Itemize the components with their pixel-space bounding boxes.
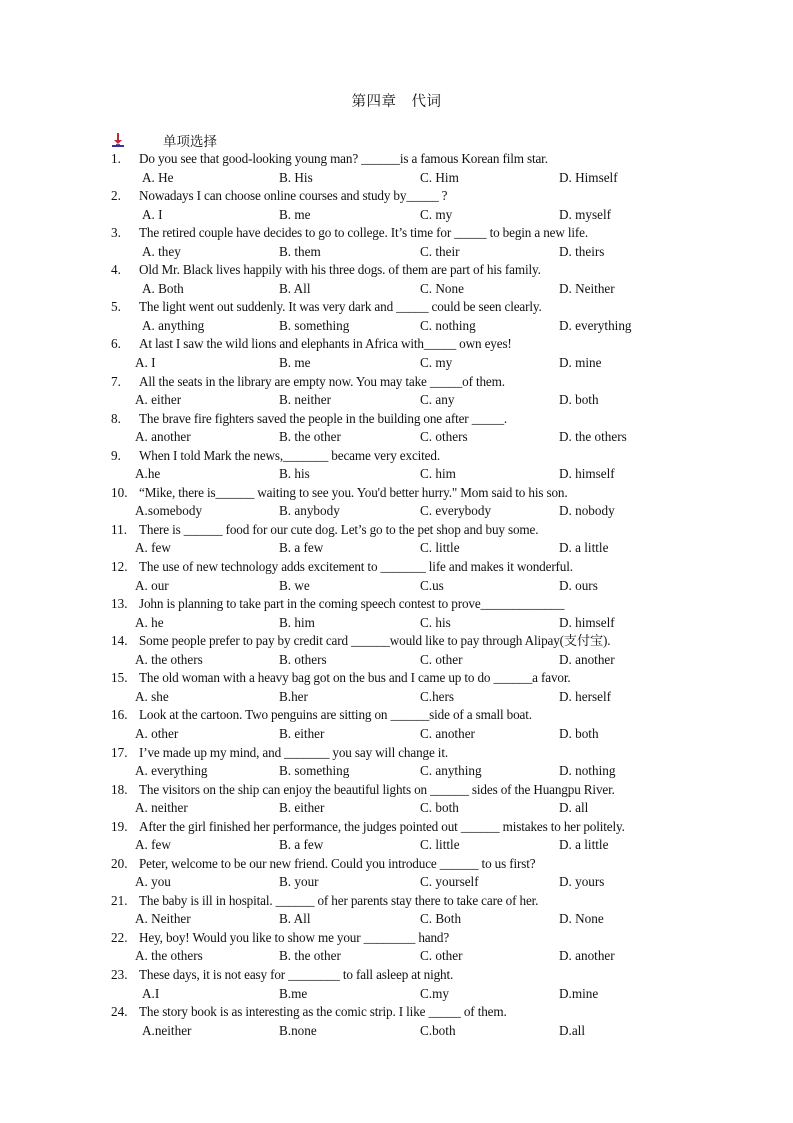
option-b: B. me [279,354,311,370]
option-d: D. yours [559,874,605,890]
option-d: D. a little [559,540,609,556]
red-arrow-bullet-icon [111,133,125,147]
question-number: 24. [111,1004,128,1020]
question-number: 5. [111,299,121,315]
option-b: B. His [279,169,313,185]
option-d: D. all [559,800,589,816]
question-number: 23. [111,967,128,983]
question-number: 22. [111,929,128,945]
answer-options [0,1022,793,1040]
option-b: B. something [279,763,350,778]
question-item [0,595,793,632]
question-text: The use of new technology adds excitement to _______ life and makes it wonderful. [139,559,573,575]
option-d: D. nobody [559,503,615,519]
question-item [0,224,793,261]
option-c: C. None [420,280,464,296]
option-d: D. another [559,651,615,667]
answer-options [0,243,793,261]
option-b: B.me [279,985,308,1001]
answer-options [0,651,793,669]
question-number: 1. [111,151,121,166]
option-a: A.he [135,466,161,482]
question-item [0,966,793,1003]
option-c: C.both [420,1022,456,1038]
question-text: These days, it is not easy for ________ to fall asleep at night. [139,967,454,983]
question-number: 14. [111,633,128,649]
answer-options [0,465,793,483]
option-c: C.us [420,577,444,593]
option-b: B. a few [279,540,324,556]
option-a: A.I [142,985,160,1001]
option-d: D.all [559,1022,586,1038]
question-text: Peter, welcome to be our new friend. Could you introduce ______ to us first? [139,855,536,871]
question-number: 21. [111,892,128,908]
question-text: Do you see that good-looking young man? ______is a famous Korean film star. [139,151,548,166]
answer-options [0,947,793,965]
question-text: Old Mr. Black lives happily with his three dogs. of them are part of his family. [139,262,541,278]
answer-options [0,280,793,298]
question-number: 9. [111,447,121,463]
option-d: D. mine [559,354,602,370]
question-item [0,781,793,818]
option-c: C.hers [420,688,455,704]
question-number: 16. [111,707,128,723]
option-b: B.none [279,1022,317,1038]
option-d: D. myself [559,206,612,222]
question-number: 12. [111,559,128,575]
option-c: C. nothing [420,317,476,333]
question-number: 15. [111,670,128,686]
option-c: C. yourself [420,874,479,890]
answer-options [0,873,793,891]
option-b: B. All [279,280,311,296]
option-c: C. Him [420,169,459,185]
option-d: D. None [559,911,604,927]
option-c: C. others [420,429,468,445]
option-b: B. the other [279,948,341,964]
question-item [0,150,793,187]
question-text: “Mike, there is______ waiting to see you. You'd better hurry." Mom said to his son. [139,484,568,500]
question-number: 17. [111,744,128,760]
option-b: B. we [279,577,310,593]
question-item [0,521,793,558]
option-b: B. your [279,874,319,890]
option-b: B. either [279,725,325,741]
option-b: B. me [279,206,311,222]
section-header [111,131,217,149]
question-text: Some people prefer to pay by credit card ______would like to pay through Alipay(支付宝). [139,633,611,649]
option-b: B. them [279,243,321,259]
question-item [0,187,793,224]
question-item [0,335,793,372]
option-b: B. All [279,911,311,927]
page-title: 第四章 代词 [351,94,442,110]
question-item [0,373,793,410]
option-a: A. the others [135,948,203,964]
option-a: A. I [142,206,163,222]
question-text: After the girl finished her performance, the judges pointed out ______ mistakes to her politely. [139,818,625,834]
option-a: A. they [142,243,181,259]
question-text: John is planning to take part in the coming speech contest to prove_____________ [139,596,565,612]
answer-options [0,577,793,595]
option-d: D. theirs [559,243,605,259]
option-b: B. either [279,800,325,816]
answer-options [0,799,793,817]
question-text: The story book is as interesting as the comic strip. I like _____ of them. [139,1004,507,1020]
answer-options [0,428,793,446]
option-a: A. anything [142,317,205,333]
option-d: D. another [559,948,615,964]
question-number: 20. [111,855,128,871]
option-c: C.my [420,985,449,1001]
option-c: C. his [420,614,451,630]
option-a: A. few [135,540,171,556]
question-number: 10. [111,484,128,500]
option-d: D.mine [559,985,599,1001]
option-c: C. other [420,651,463,667]
option-b: B. him [279,614,315,630]
option-b: B. a few [279,837,324,853]
option-a: A. He [142,169,174,185]
question-item [0,669,793,706]
answer-options [0,910,793,928]
option-b: B. others [279,651,327,667]
answer-options [0,762,793,780]
option-c: C. little [420,837,460,853]
question-item [0,706,793,743]
question-number: 13. [111,596,128,612]
answer-options [0,985,793,1003]
question-number: 11. [111,521,127,537]
option-c: C. anything [420,763,482,778]
option-b: B.her [279,688,308,704]
answer-options [0,836,793,854]
question-number: 8. [111,410,121,426]
question-text: When I told Mark the news,_______ became very excited. [139,447,440,463]
option-c: C. their [420,243,460,259]
option-c: C. little [420,540,460,556]
option-d: D. herself [559,688,611,704]
option-d: D. a little [559,837,609,853]
answer-options [0,391,793,409]
answer-options [0,169,793,187]
question-text: Look at the cartoon. Two penguins are sitting on ______side of a small boat. [139,707,532,723]
option-a: A. other [135,725,179,741]
option-d: D. the others [559,429,627,445]
question-text: The baby is ill in hospital. ______ of her parents stay there to take care of her. [139,892,539,908]
question-text: The brave fire fighters saved the people in the building one after _____. [139,410,508,426]
answer-options [0,614,793,632]
question-text: I’ve made up my mind, and _______ you say will change it. [139,744,448,760]
option-c: C. another [420,725,475,741]
option-d: D. Neither [559,280,615,296]
option-d: D. everything [559,317,632,333]
question-item [0,298,793,335]
question-text: All the seats in the library are empty now. You may take _____of them. [139,373,505,389]
question-item [0,818,793,855]
option-a: A. neither [135,800,188,816]
question-list [0,150,793,1040]
option-d: D. himself [559,614,615,630]
option-a: A. our [135,577,169,593]
question-text: Hey, boy! Would you like to show me your ________ hand? [139,929,450,945]
option-d: D. ours [559,577,598,593]
option-c: C. my [420,206,453,222]
answer-options [0,317,793,335]
question-text: At last I saw the wild lions and elephants in Africa with_____ own eyes! [139,336,512,352]
answer-options [0,688,793,706]
option-d: D. both [559,392,599,408]
question-item [0,892,793,929]
option-d: D. Himself [559,169,618,185]
option-a: A. he [135,614,164,630]
option-b: B. the other [279,429,341,445]
question-number: 7. [111,373,121,389]
question-item [0,1003,793,1040]
option-a: A. you [135,874,171,890]
option-c: C. any [420,392,455,408]
answer-options [0,502,793,520]
option-c: C. my [420,354,453,370]
option-a: A. the others [135,651,203,667]
question-number: 6. [111,336,121,352]
question-number: 4. [111,262,121,278]
option-c: C. other [420,948,463,964]
option-a: A. another [135,429,191,445]
answer-options [0,725,793,743]
option-a: A. everything [135,763,208,778]
option-a: A. I [135,354,156,370]
option-a: A. few [135,837,171,853]
option-c: C. Both [420,911,462,927]
option-d: D. himself [559,466,615,482]
question-text: The old woman with a heavy bag got on the bus and I came up to do ______a favor. [139,670,571,686]
question-item [0,929,793,966]
question-item [0,410,793,447]
option-b: B. neither [279,392,332,408]
question-item [0,855,793,892]
option-b: B. anybody [279,503,340,519]
question-number: 18. [111,781,128,797]
option-c: C. everybody [420,503,492,519]
option-a: A. she [135,688,169,704]
question-text: The retired couple have decides to go to college. It’s time for _____ to begin a new life. [139,225,589,241]
question-number: 19. [111,818,128,834]
question-number: 2. [111,188,121,204]
question-text: Nowadays I can choose online courses and study by_____ ? [139,188,448,204]
question-item [0,261,793,298]
option-a: A.neither [142,1022,192,1038]
option-a: A. Both [142,280,184,296]
option-a: A. Neither [135,911,191,927]
option-b: B. his [279,466,310,482]
question-item [0,632,793,669]
option-d: D. both [559,725,599,741]
option-a: A.somebody [135,503,203,519]
section-title: 单项选择 [163,134,217,150]
question-text: The light went out suddenly. It was very dark and _____ could be seen clearly. [139,299,542,315]
option-a: A. either [135,392,182,408]
option-c: C. both [420,800,459,816]
question-item [0,484,793,521]
option-d: D. nothing [559,763,616,778]
question-text: The visitors on the ship can enjoy the beautiful lights on ______ sides of the Huangpu River. [139,781,615,797]
answer-options [0,539,793,557]
question-item [0,447,793,484]
answer-options [0,354,793,372]
option-b: B. something [279,317,350,333]
answer-options [0,206,793,224]
question-number: 3. [111,225,121,241]
question-item [0,744,793,781]
question-item [0,558,793,595]
option-c: C. him [420,466,456,482]
question-text: There is ______ food for our cute dog. Let’s go to the pet shop and buy some. [139,521,539,537]
